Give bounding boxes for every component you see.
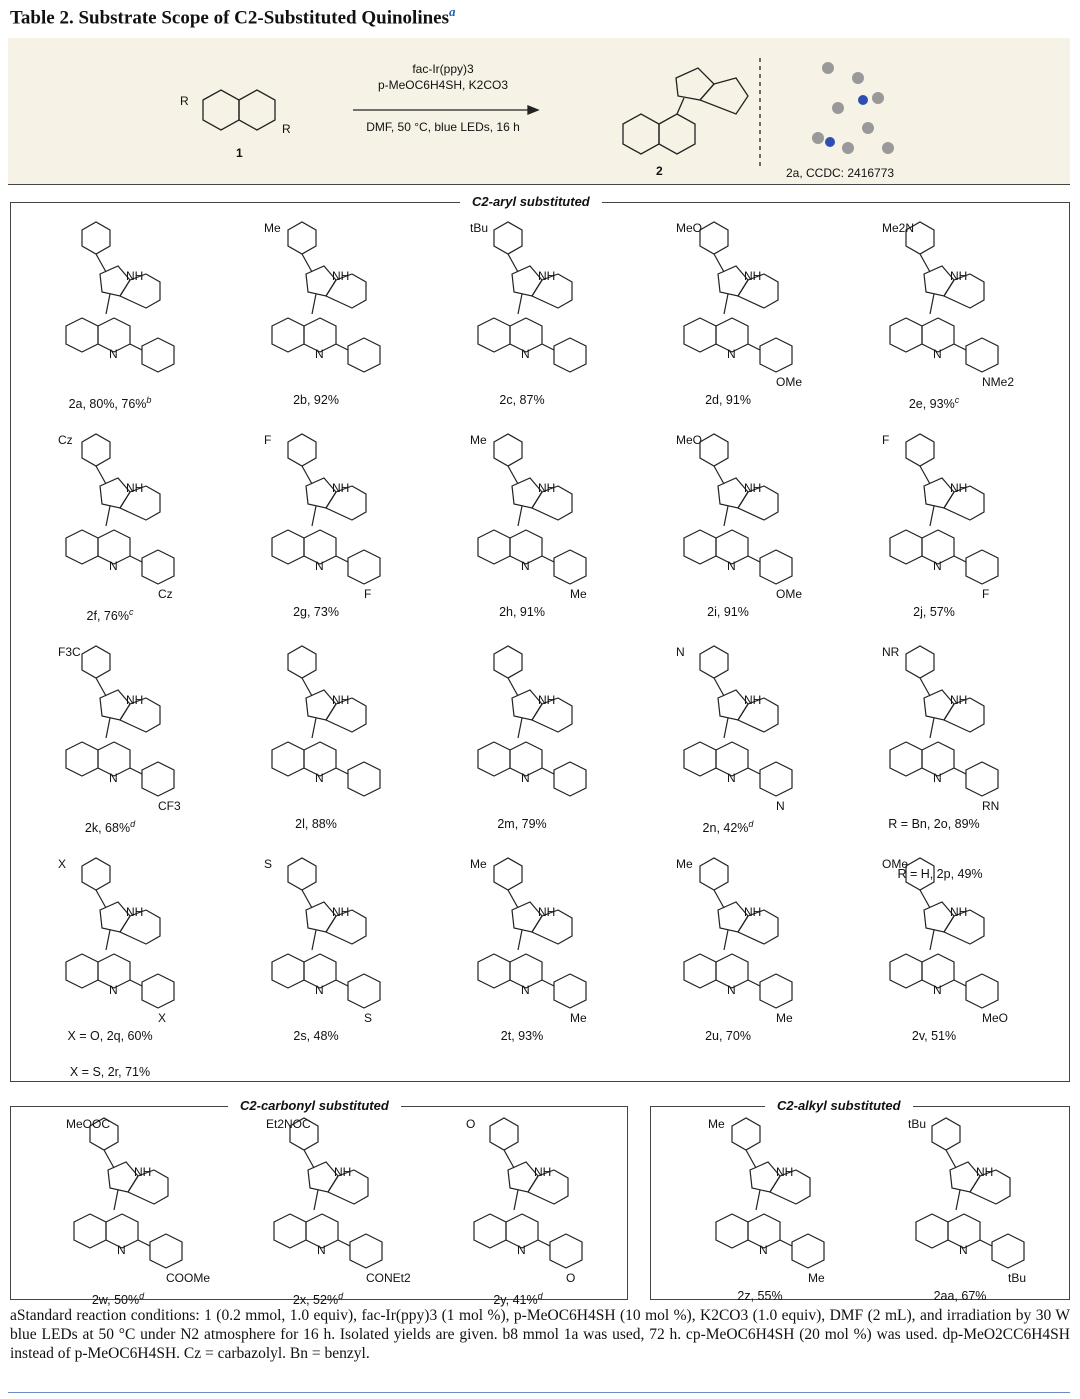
yield-2aa: 2aa, 67% [933, 1289, 987, 1303]
substituent-top: F [264, 433, 272, 447]
yield-2i: 2i, 91% [707, 605, 749, 619]
substituent-bottom: N [776, 799, 785, 813]
yield-2h: 2h, 91% [499, 605, 545, 619]
substituent-bottom: X [158, 1011, 167, 1025]
compound-2q [10, 858, 210, 1044]
yield-2r: X = S, 2r, 71% [69, 1065, 151, 1079]
nh-label: NH [334, 1165, 352, 1179]
nh-label: NH [538, 905, 556, 919]
nh-label: NH [332, 269, 350, 283]
n-label: N [315, 559, 324, 573]
substituent-bottom: COOMe [166, 1271, 211, 1285]
compound-2l [216, 646, 416, 832]
substituent-bottom: O [566, 1271, 576, 1285]
substituent-top: MeOOC [66, 1117, 111, 1131]
yield-2f: 2f, 76%$^c$ [86, 607, 134, 624]
nh-label: NH [744, 693, 762, 707]
yield-2t: 2t, 93% [500, 1029, 544, 1043]
n-label: N [959, 1243, 968, 1257]
yield-2j: 2j, 57% [913, 605, 955, 619]
substituent-top: OMe [882, 857, 909, 871]
footnote: aStandard reaction conditions: 1 (0.2 mmol, 1.0 equiv), fac-Ir(ppy)3 (1 mol %), p-MeOC6H4SH (10 mol %), K2CO3 (1.0 equiv), DMF (2 mL), and irradiation by 30 W blue LEDs at 50 °C under N2 atmosphere for 16 h. Isolated yields are given. b8 mmol 1a was used, 72 h. cp-MeOC6H4SH (20 mol %) was used. dp-MeO2CC6H4SH instead of p-MeOC6H4SH. Cz = carbazolyl. Bn = benzyl. [10, 1307, 1070, 1362]
nh-label: NH [744, 481, 762, 495]
condition-1: fac-Ir(ppy)3 [412, 62, 474, 76]
n-label: N [517, 1243, 526, 1257]
section-aryl: C2-aryl substituted [460, 194, 602, 209]
substituent-bottom: S [364, 1011, 373, 1025]
yield-2p: R = H, 2p, 49% [897, 867, 983, 881]
substituent-top: Cz [58, 433, 73, 447]
compound-2b [216, 222, 416, 408]
nh-label: NH [744, 269, 762, 283]
yield-2u: 2u, 70% [705, 1029, 751, 1043]
nh-label: NH [126, 269, 144, 283]
substituent-top: S [264, 857, 273, 871]
compound-2z [660, 1118, 860, 1304]
n-label: N [933, 983, 942, 997]
compound-2e [834, 222, 1034, 412]
yield-2n: 2n, 42%$^d$ [702, 819, 754, 836]
substituent-bottom: tBu [1008, 1271, 1027, 1285]
substituent-bottom: Me [570, 1011, 587, 1025]
substituent-top: X [58, 857, 67, 871]
yield-2v: 2v, 51% [911, 1029, 957, 1043]
nh-label: NH [134, 1165, 152, 1179]
n-label: N [933, 347, 942, 361]
n-label: N [759, 1243, 768, 1257]
nh-label: NH [126, 693, 144, 707]
nh-label: NH [332, 905, 350, 919]
nh-label: NH [534, 1165, 552, 1179]
substituent-top: Me [264, 221, 281, 235]
yield-2x: 2x, 52%$^d$ [292, 1291, 344, 1308]
reactant-r1: R [180, 94, 189, 108]
yield-2o: R = Bn, 2o, 89% [888, 817, 980, 831]
xray-label: 2a, CCDC: 2416773 [786, 166, 895, 180]
yield-2z: 2z, 55% [737, 1289, 783, 1303]
substituent-top: tBu [908, 1117, 927, 1131]
compound-2x [218, 1118, 418, 1308]
nh-label: NH [538, 269, 556, 283]
n-label: N [727, 347, 736, 361]
substituent-bottom: Me [570, 587, 587, 601]
substituent-bottom: OMe [776, 375, 803, 389]
substituent-top: Et2NOC [266, 1117, 311, 1131]
n-label: N [727, 559, 736, 573]
substituent-bottom: Me [808, 1271, 825, 1285]
condition-3: DMF, 50 °C, blue LEDs, 16 h [366, 120, 520, 134]
nh-label: NH [538, 481, 556, 495]
section-alkyl: C2-alkyl substituted [765, 1098, 913, 1113]
compound-2y [418, 1118, 618, 1308]
n-label: N [317, 1243, 326, 1257]
nh-label: NH [332, 693, 350, 707]
substituent-bottom: CF3 [158, 799, 181, 813]
compound-2m [422, 646, 622, 832]
substituent-top: NR [882, 645, 900, 659]
n-label: N [933, 559, 942, 573]
compound-2u [628, 858, 828, 1044]
substituent-top: O [466, 1117, 476, 1131]
substituent-top: tBu [470, 221, 489, 235]
substituent-top: Me [676, 857, 693, 871]
substituent-top: MeO [676, 433, 703, 447]
yield-2e: 2e, 93%$^c$ [908, 395, 960, 412]
n-label: N [109, 347, 118, 361]
compound-2h [422, 434, 622, 620]
substituent-top: F [882, 433, 890, 447]
n-label: N [521, 347, 530, 361]
compound-2aa [860, 1118, 1060, 1304]
n-label: N [315, 347, 324, 361]
substituent-bottom: Me [776, 1011, 793, 1025]
n-label: N [109, 983, 118, 997]
compound-2t [422, 858, 622, 1044]
compound-2f [10, 434, 210, 624]
compound-2j [834, 434, 1034, 620]
n-label: N [521, 983, 530, 997]
nh-label: NH [976, 1165, 994, 1179]
compound-2d [628, 222, 828, 408]
nh-label: NH [538, 693, 556, 707]
substituent-bottom: RN [982, 799, 1000, 813]
substituent-top: Me2N [882, 221, 915, 235]
substituent-top: N [676, 645, 685, 659]
reaction-scheme [8, 38, 1070, 185]
substituent-bottom: F [982, 587, 990, 601]
yield-2k: 2k, 68%$^d$ [84, 819, 136, 836]
substituent-top: F3C [58, 645, 81, 659]
reactant-r: R [282, 122, 291, 136]
substituent-bottom: F [364, 587, 372, 601]
n-label: N [727, 983, 736, 997]
nh-label: NH [126, 905, 144, 919]
compound-2c [422, 222, 622, 408]
n-label: N [315, 983, 324, 997]
nh-label: NH [950, 269, 968, 283]
reactant-id: 1 [236, 146, 243, 160]
section-carbonyl: C2-carbonyl substituted [228, 1098, 401, 1113]
compound-2g [216, 434, 416, 620]
yield-2a: 2a, 80%, 76%$^b$ [68, 395, 152, 412]
compound-2v [834, 858, 1034, 1044]
yield-2s: 2s, 48% [293, 1029, 339, 1043]
substituent-bottom: OMe [776, 587, 803, 601]
nh-label: NH [332, 481, 350, 495]
table-caption: Table 2. Substrate Scope of C2-Substituted Quinolines$^a$ [10, 4, 456, 29]
bottom-rule [8, 1392, 1070, 1393]
nh-label: NH [950, 905, 968, 919]
nh-label: NH [126, 481, 144, 495]
n-label: N [521, 559, 530, 573]
substituent-bottom: NMe2 [982, 375, 1015, 389]
condition-2: p-MeOC6H4SH, K2CO3 [377, 78, 509, 92]
nh-label: NH [776, 1165, 794, 1179]
yield-2q: X = O, 2q, 60% [67, 1029, 153, 1043]
substituent-top: Me [708, 1117, 725, 1131]
substituent-top: Me [470, 857, 487, 871]
n-label: N [727, 771, 736, 785]
substituent-top: Me [470, 433, 487, 447]
n-label: N [933, 771, 942, 785]
yield-2w: 2w, 50%$^d$ [91, 1291, 145, 1308]
yield-2c: 2c, 87% [499, 393, 545, 407]
nh-label: NH [950, 481, 968, 495]
substituent-bottom: Cz [158, 587, 173, 601]
nh-label: NH [950, 693, 968, 707]
compound-2k [10, 646, 210, 836]
yield-2b: 2b, 92% [293, 393, 339, 407]
compound-2i [628, 434, 828, 620]
n-label: N [521, 771, 530, 785]
yield-2d: 2d, 91% [705, 393, 751, 407]
substituent-bottom: CONEt2 [366, 1271, 411, 1285]
n-label: N [117, 1243, 126, 1257]
product-id: 2 [656, 164, 663, 178]
compound-2w [18, 1118, 218, 1308]
compound-2a [10, 222, 210, 412]
scheme-drawing [8, 38, 1070, 184]
yield-2g: 2g, 73% [293, 605, 339, 619]
compound-2n [628, 646, 828, 836]
substituent-top: MeO [676, 221, 703, 235]
n-label: N [315, 771, 324, 785]
yield-2l: 2l, 88% [295, 817, 337, 831]
yield-2y: 2y, 41%$^d$ [493, 1291, 543, 1308]
n-label: N [109, 559, 118, 573]
compound-2s [216, 858, 416, 1044]
substituent-bottom: MeO [982, 1011, 1009, 1025]
compound-2o [834, 646, 1034, 832]
nh-label: NH [744, 905, 762, 919]
n-label: N [109, 771, 118, 785]
yield-2m: 2m, 79% [497, 817, 547, 831]
